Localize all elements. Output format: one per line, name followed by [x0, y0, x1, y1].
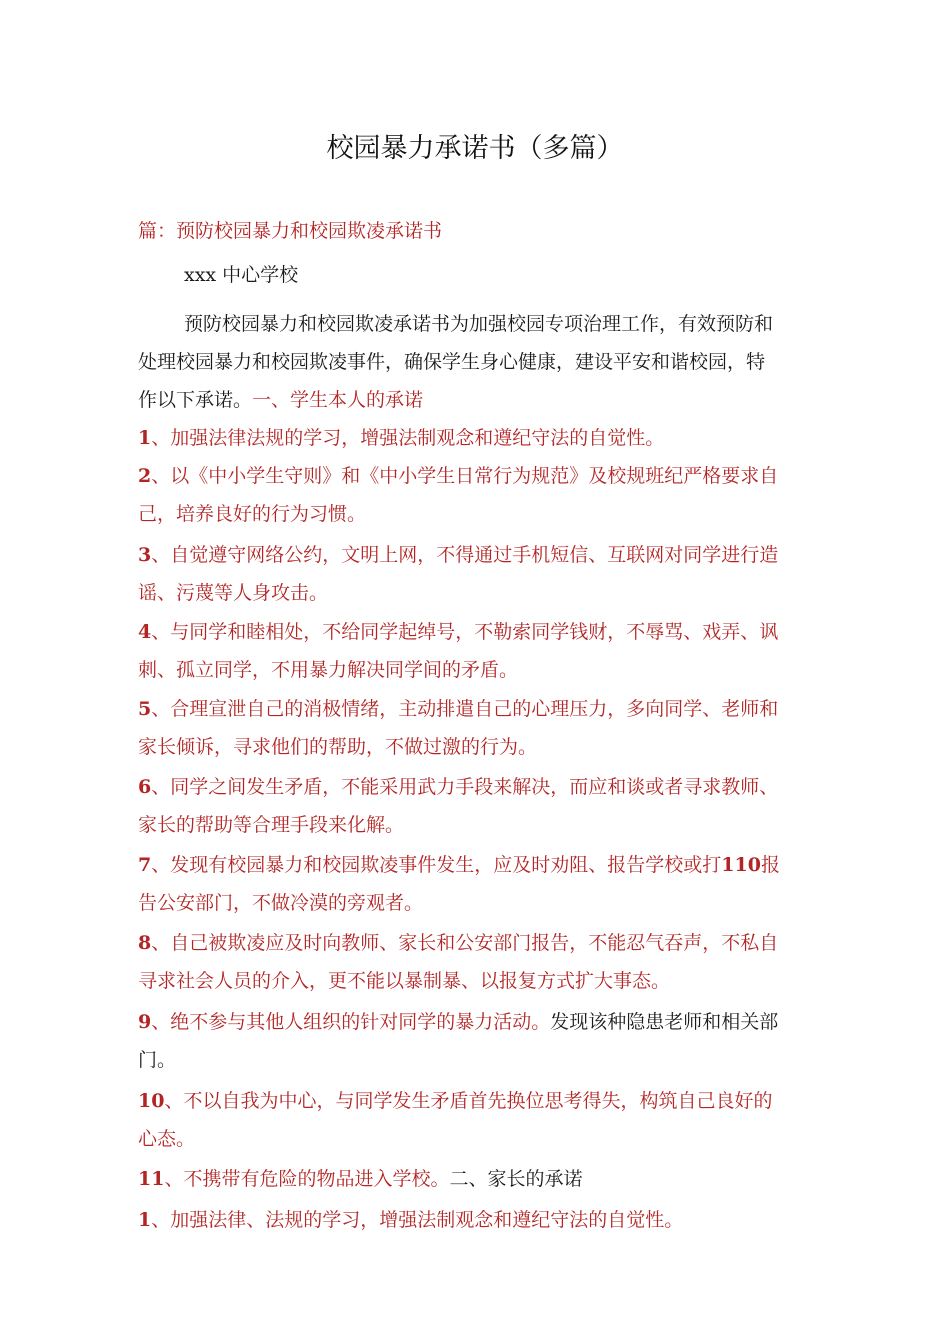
item-continuation: 门。: [138, 1049, 177, 1071]
item-number: 5: [138, 698, 152, 720]
item-text: 以《中小学生守则》和《中小学生日常行为规范》及校规班纪严格要求自: [170, 465, 779, 487]
item-continuation: 心态。: [138, 1128, 196, 1150]
item-continuation: 谣、污蔑等人身攻击。: [138, 582, 329, 604]
item-separator: 、: [151, 621, 171, 643]
item-text-tail: 报: [760, 854, 780, 876]
list-item: [138, 1207, 683, 1233]
list-item: [138, 542, 778, 568]
item-number: 10: [138, 1090, 165, 1112]
item-separator: 、: [151, 698, 171, 720]
item-number: 9: [138, 1011, 152, 1033]
item-text: 不以自我为中心，与同学发生矛盾首先换位思考得失，构筑自己良好的: [183, 1090, 773, 1112]
list-item: [138, 1009, 778, 1035]
item-text: 加强法律法规的学习，增强法制观念和遵纪守法的自觉性。: [170, 427, 665, 449]
item-text: 加强法律、法规的学习，增强法制观念和遵纪守法的自觉性。: [170, 1209, 684, 1231]
item-separator: 、: [151, 427, 171, 449]
item-separator: 、: [151, 932, 171, 954]
intro-line-3: [138, 387, 423, 413]
item-number: 4: [138, 621, 152, 643]
item-text: 发现有校园暴力和校园欺凌事件发生，应及时劝阻、报告学校或打: [170, 854, 722, 876]
item-separator: 、: [151, 776, 171, 798]
section-two-heading: 二、家长的承诺: [449, 1168, 583, 1190]
list-item: [138, 1166, 583, 1192]
item-separator: 、: [151, 1209, 171, 1231]
list-item: [138, 1088, 772, 1114]
item-separator: 、: [151, 854, 171, 876]
item-number: 1: [138, 1209, 152, 1231]
item-continuation: 家长的帮助等合理手段来化解。: [138, 814, 405, 836]
intro-line-1: 预防校园暴力和校园欺凌承诺书为加强校园专项治理工作，有效预防和: [184, 313, 774, 335]
item-number: 2: [138, 465, 152, 487]
item-text: 合理宣泄自己的消极情绪，主动排遣自己的心理压力，多向同学、老师和: [170, 698, 779, 720]
item-number: 3: [138, 544, 152, 566]
list-item: [138, 463, 778, 489]
item-separator: 、: [151, 1011, 171, 1033]
item-number: 8: [138, 932, 152, 954]
item-separator: 、: [151, 544, 171, 566]
item-number: 7: [138, 854, 152, 876]
list-item: [138, 696, 778, 722]
item-separator: 、: [164, 1168, 184, 1190]
item-text: 绝不参与其他人组织的针对同学的暴力活动。: [170, 1011, 551, 1033]
list-item: [138, 619, 778, 645]
intro-line-3-text: 作以下承诺。: [138, 389, 253, 411]
item-number: 1: [138, 427, 152, 449]
intro-line-2: 处理校园暴力和校园欺凌事件，确保学生身心健康，建设平安和谐校园，特: [138, 351, 766, 373]
list-item: [138, 425, 664, 451]
item-separator: 、: [164, 1090, 184, 1112]
list-item: [138, 930, 778, 956]
school-name: xxx 中心学校: [184, 264, 299, 286]
item-text: 与同学和睦相处，不给同学起绰号，不勒索同学钱财，不辱骂、戏弄、讽: [170, 621, 779, 643]
emergency-number: 110: [721, 854, 761, 876]
item-number: 11: [138, 1168, 165, 1190]
list-item: [138, 774, 778, 800]
section-one-heading: 一、学生本人的承诺: [252, 389, 424, 411]
item-text: 不携带有危险的物品进入学校。: [183, 1168, 450, 1190]
item-text: 自己被欺凌应及时向教师、家长和公安部门报告，不能忍气吞声，不私自: [170, 932, 779, 954]
item-continuation: 己，培养良好的行为习惯。: [138, 503, 367, 525]
section-heading: 篇：预防校园暴力和校园欺凌承诺书: [138, 220, 443, 242]
item-continuation: 家长倾诉，寻求他们的帮助，不做过激的行为。: [138, 736, 538, 758]
item-separator: 、: [151, 465, 171, 487]
item-text-black: 发现该种隐患老师和相关部: [550, 1011, 779, 1033]
document-title: 校园暴力承诺书（多篇）: [326, 133, 624, 164]
list-item: [138, 852, 780, 878]
item-continuation: 寻求社会人员的介入，更不能以暴制暴、以报复方式扩大事态。: [138, 970, 671, 992]
item-number: 6: [138, 776, 152, 798]
item-continuation: 刺、孤立同学，不用暴力解决同学间的矛盾。: [138, 659, 519, 681]
item-continuation: 告公安部门，不做冷漠的旁观者。: [138, 892, 424, 914]
item-text: 同学之间发生矛盾，不能采用武力手段来解决，而应和谈或者寻求教师、: [170, 776, 779, 798]
item-text: 自觉遵守网络公约，文明上网，不得通过手机短信、互联网对同学进行造: [170, 544, 779, 566]
